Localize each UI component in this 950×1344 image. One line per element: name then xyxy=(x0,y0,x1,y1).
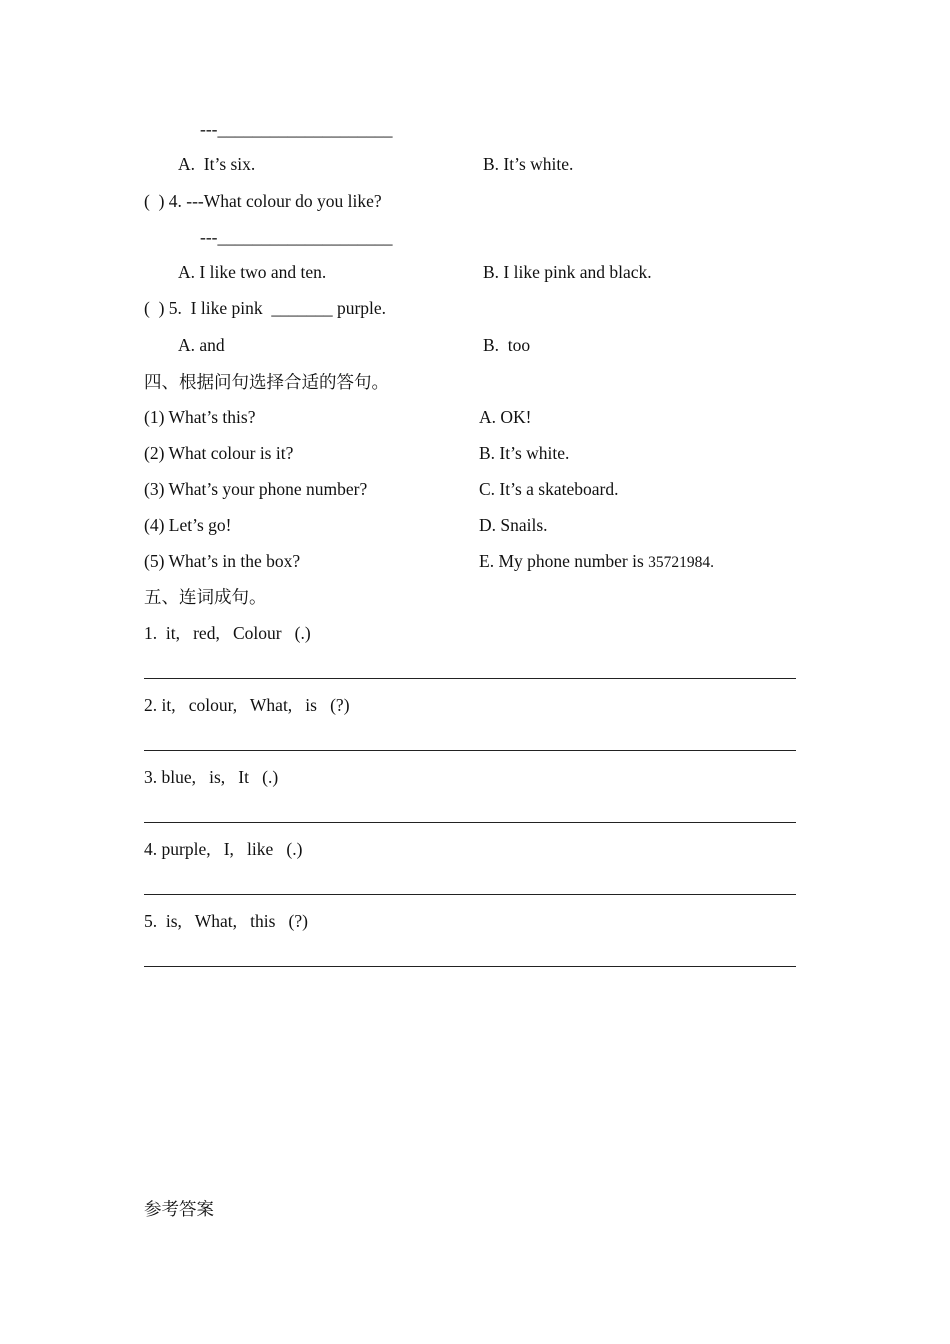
q4-prompt: ( ) 4. ---What colour do you like? xyxy=(144,191,382,211)
part5-heading: 五、连词成句。 xyxy=(144,587,267,607)
answer-line[interactable] xyxy=(144,750,796,751)
q3-option-b: B. It’s white. xyxy=(483,154,574,174)
part4-question: (1) What’s this? xyxy=(144,407,256,427)
part5-item: 4. purple, I, like (.) xyxy=(144,839,303,859)
answer-line[interactable] xyxy=(144,678,796,679)
q4-option-b: B. I like pink and black. xyxy=(483,262,652,282)
q5-prompt: ( ) 5. I like pink _______ purple. xyxy=(144,298,387,318)
part4-question: (4) Let’s go! xyxy=(144,515,232,535)
part5-item: 2. it, colour, What, is (?) xyxy=(144,695,350,715)
part4-question: (2) What colour is it? xyxy=(144,443,294,463)
phone-number: 35721984. xyxy=(648,554,715,571)
part4-heading: 四、根据问句选择合适的答句。 xyxy=(144,372,389,392)
q5-option-a: A. and xyxy=(178,335,225,355)
q5-option-b: B. too xyxy=(483,335,531,355)
part4-question: (3) What’s your phone number? xyxy=(144,479,368,499)
part4-answer: B. It’s white. xyxy=(479,443,570,463)
answer-line[interactable] xyxy=(144,822,796,823)
part4-answer-e xyxy=(479,550,714,574)
q3-answer-line: ---____________________ xyxy=(200,119,393,139)
answer-line[interactable] xyxy=(144,894,796,895)
part4-question: (5) What’s in the box? xyxy=(144,551,301,571)
q4-answer-line: ---____________________ xyxy=(200,227,393,247)
part4-answer: C. It’s a skateboard. xyxy=(479,479,619,499)
part4-answer: A. OK! xyxy=(479,407,532,427)
part4-answer: D. Snails. xyxy=(479,515,548,535)
q4-option-a: A. I like two and ten. xyxy=(178,262,327,282)
answer-key-heading: 参考答案 xyxy=(144,1199,214,1219)
part4-answer-text: E. My phone number is xyxy=(479,551,649,571)
part5-item: 3. blue, is, It (.) xyxy=(144,767,279,787)
part5-item: 1. it, red, Colour (.) xyxy=(144,623,311,643)
q3-option-a: A. It’s six. xyxy=(178,154,256,174)
answer-line[interactable] xyxy=(144,966,796,967)
part5-item: 5. is, What, this (?) xyxy=(144,911,308,931)
